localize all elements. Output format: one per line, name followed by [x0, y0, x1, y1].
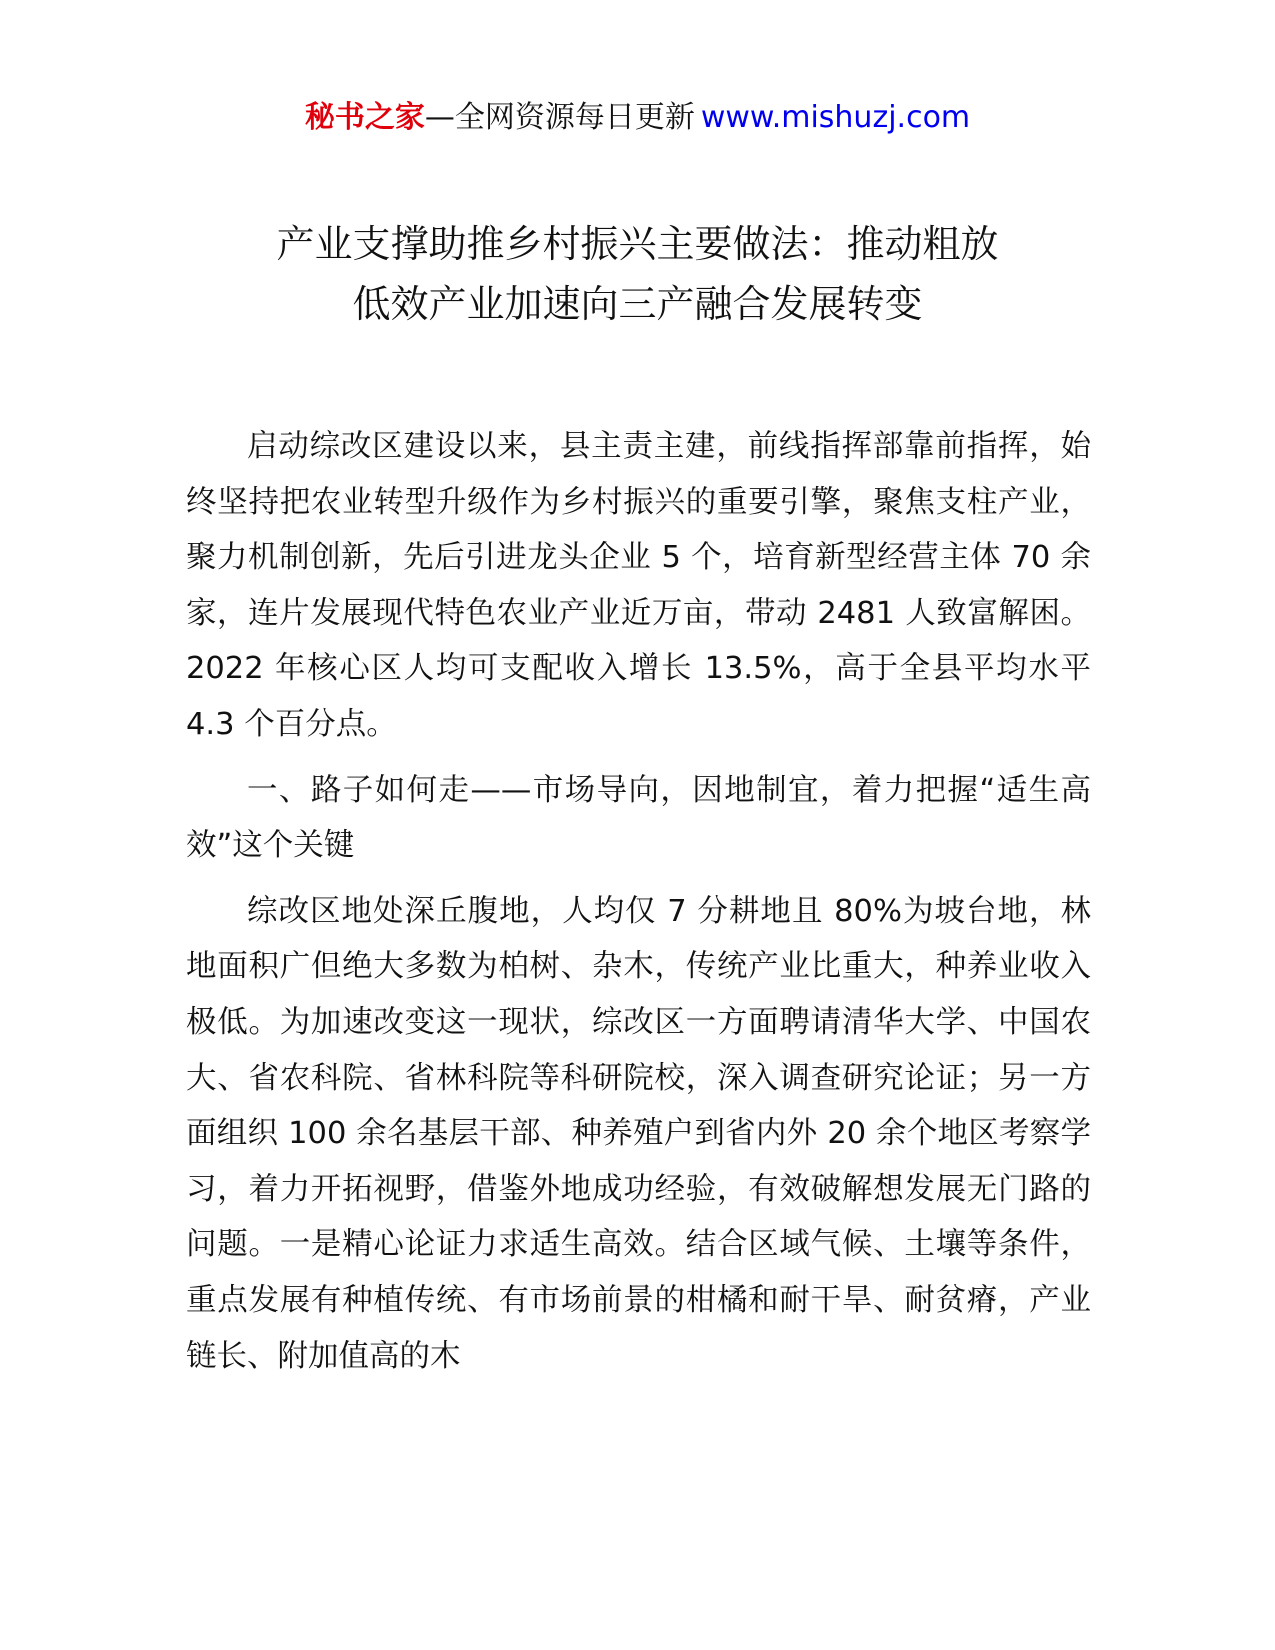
- document-body: [186, 419, 1091, 1394]
- section-heading: 一、路子如何走——市场导向，因地制宜，着力把握“适生高效”这个关键: [186, 772, 1091, 864]
- site-header: [0, 96, 1275, 140]
- site-url-link[interactable]: www.mishuzj.com: [700, 100, 971, 135]
- document-title: [150, 214, 1125, 334]
- intro-paragraph: 启动综改区建设以来，县主责主建，前线指挥部靠前指挥，始终坚持把农业转型升级作为乡村振兴的重要引擎，聚焦支柱产业，聚力机制创新，先后引进龙头企业 5 个，培育新型经营主体 70 余家，连片发展现代特色农业产业近万亩，带动 2481 人致富解困。2022 年核心区人均可支配收入增长 13.5%，高于全县平均水平 4.3 个百分点。: [186, 429, 1091, 742]
- site-slogan: —全网资源每日更新: [424, 100, 695, 135]
- body-paragraph: 综改区地处深丘腹地，人均仅 7 分耕地且 80%为坡台地，林地面积广但绝大多数为柏树、杂木，传统产业比重大，种养业收入极低。为加速改变这一现状，综改区一方面聘请清华大学、中国农大、省农科院、省林科院等科研院校，深入调查研究论证；另一方面组织 100 余名基层干部、种养殖户到省内外 20 余个地区考察学习，着力开拓视野，借鉴外地成功经验，有效破解想发展无门路的问题。一是精心论证力求适生高效。结合区域气候、土壤等条件，重点发展有种植传统、有市场前景的柑橘和耐干旱、耐贫瘠，产业链长、附加值高的木: [186, 893, 1091, 1374]
- site-brand: 秘书之家: [304, 100, 425, 135]
- document-title-line-2: 低效产业加速向三产融合发展转变: [352, 282, 923, 326]
- document-title-line-1: 产业支撑助推乡村振兴主要做法：推动粗放: [276, 222, 999, 266]
